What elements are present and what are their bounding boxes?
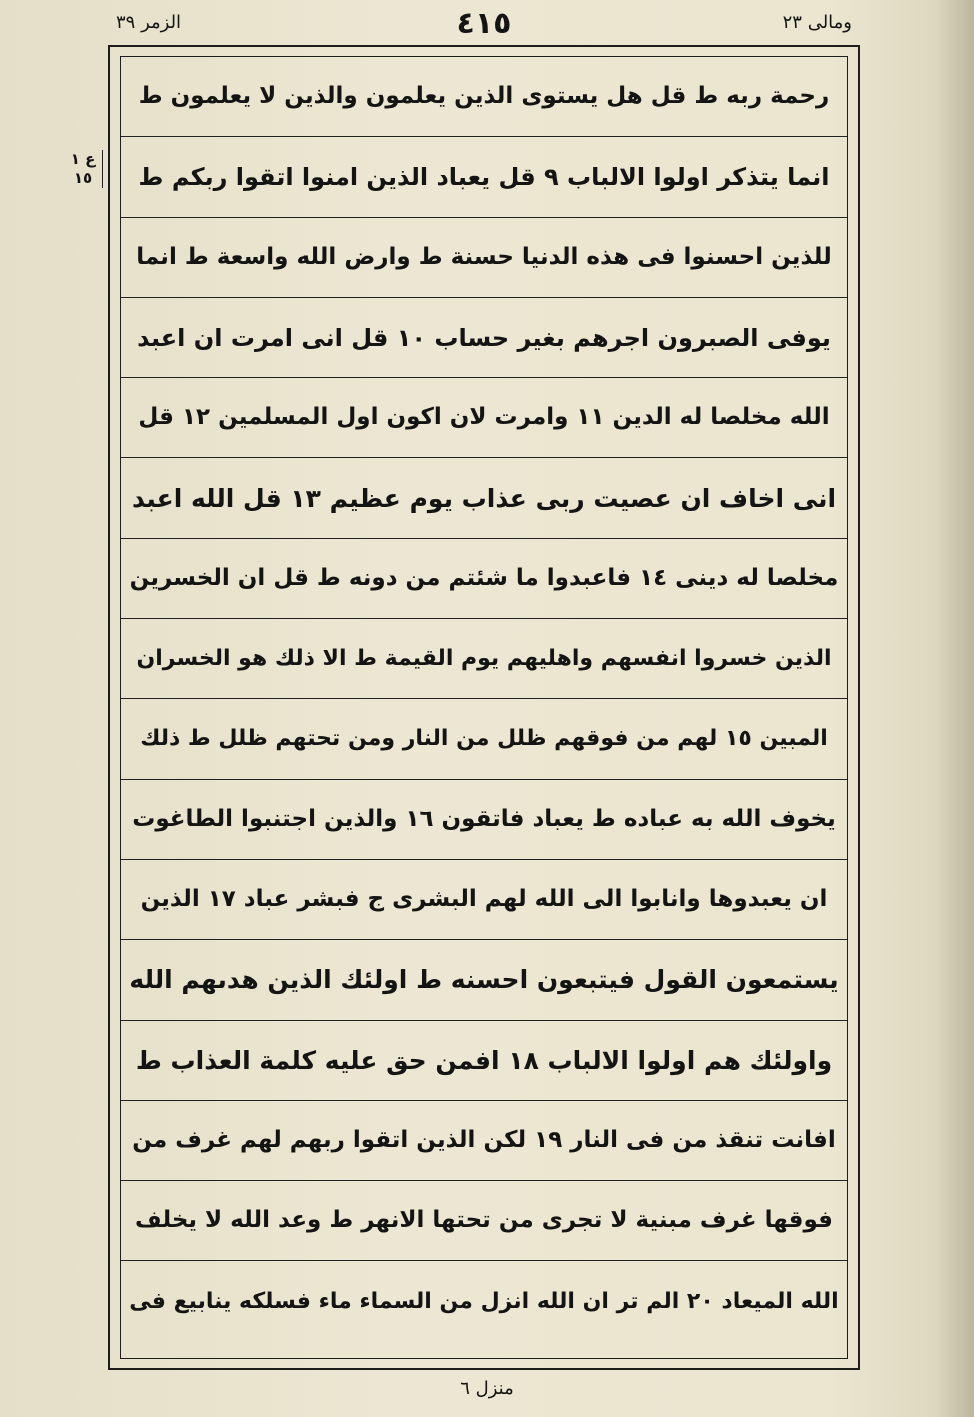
text-lines bbox=[120, 56, 848, 1359]
text-line-1 bbox=[121, 57, 847, 137]
surah-name: الزمر ٣٩ bbox=[116, 12, 182, 33]
text-line-15 bbox=[121, 1181, 847, 1261]
text-line-3 bbox=[121, 218, 847, 298]
text-frame bbox=[108, 45, 860, 1370]
line-text: المبين ١٥ لهم من فوقهم ظلل من النار ومن تحتهم ظلل ط ذلك bbox=[140, 726, 828, 752]
text-line-9 bbox=[121, 699, 847, 779]
line-text: مخلصا له دينى ١٤ فاعبدوا ما شئتم من دونه ط قل ان الخسرين bbox=[129, 564, 839, 591]
line-text: افانت تنقذ من فى النار ١٩ لكن الذين اتقوا ربهم لهم غرف من bbox=[132, 1127, 836, 1154]
text-line-7 bbox=[121, 539, 847, 619]
binding-shadow bbox=[934, 0, 974, 1417]
line-text: رحمة ربه ط قل هل يستوى الذين يعلمون والذين لا يعلمون ط bbox=[138, 83, 830, 110]
line-text: انى اخاف ان عصيت ربى عذاب يوم عظيم ١٣ قل الله اعبد bbox=[131, 483, 837, 513]
text-line-4 bbox=[121, 298, 847, 378]
line-text: يوفى الصبرون اجرهم بغير حساب ١٠ قل انى امرت ان اعبد bbox=[137, 323, 831, 352]
ruku-mark: ع ١ bbox=[70, 150, 96, 168]
ruku-number: ١٥ bbox=[73, 168, 93, 187]
page-number: ٤١٥ bbox=[456, 6, 512, 41]
text-line-6 bbox=[121, 459, 847, 539]
text-line-10 bbox=[121, 780, 847, 860]
line-text: الذين خسروا انفسهم واهليهم يوم القيمة ط الا ذلك هو الخسران bbox=[136, 645, 832, 671]
text-line-16 bbox=[121, 1262, 847, 1342]
text-line-2 bbox=[121, 137, 847, 217]
line-text: يخوف الله به عباده ط يعباد فاتقون ١٦ والذين اجتنبوا الطاغوت bbox=[132, 805, 836, 832]
line-text: للذين احسنوا فى هذه الدنيا حسنة ط وارض الله واسعة ط انما bbox=[136, 243, 832, 270]
line-text: الله الميعاد ٢٠ الم تر ان الله انزل من السماء ماء فسلكه ينابيع فى bbox=[129, 1288, 839, 1314]
line-text: فوقها غرف مبنية لا تجرى من تحتها الانهر ط وعد الله لا يخلف bbox=[135, 1207, 833, 1234]
line-text: ان يعبدوها وانابوا الى الله لهم البشرى ج فبشر عباد ١٧ الذين bbox=[140, 886, 828, 913]
line-text: انما يتذكر اولوا الالباب ٩ قل يعباد الذين امنوا اتقوا ربكم ط bbox=[138, 162, 830, 191]
text-line-8 bbox=[121, 619, 847, 699]
page-header bbox=[108, 6, 860, 48]
text-line-11 bbox=[121, 860, 847, 940]
text-line-12 bbox=[121, 940, 847, 1020]
text-line-13 bbox=[121, 1021, 847, 1101]
manzil-footer: منزل ٦ bbox=[460, 1378, 514, 1399]
ruku-marker bbox=[66, 150, 103, 188]
text-line-14 bbox=[121, 1101, 847, 1181]
line-text: الله مخلصا له الدين ١١ وامرت لان اكون اول المسلمين ١٢ قل bbox=[138, 404, 830, 431]
line-text: واولئك هم اولوا الالباب ١٨ افمن حق عليه كلمة العذاب ط bbox=[135, 1045, 833, 1075]
text-line-5 bbox=[121, 378, 847, 458]
juz-name: ومالی ٢٣ bbox=[782, 12, 852, 33]
line-text: يستمعون القول فيتبعون احسنه ط اولئك الذين هدىهم الله bbox=[129, 965, 839, 995]
